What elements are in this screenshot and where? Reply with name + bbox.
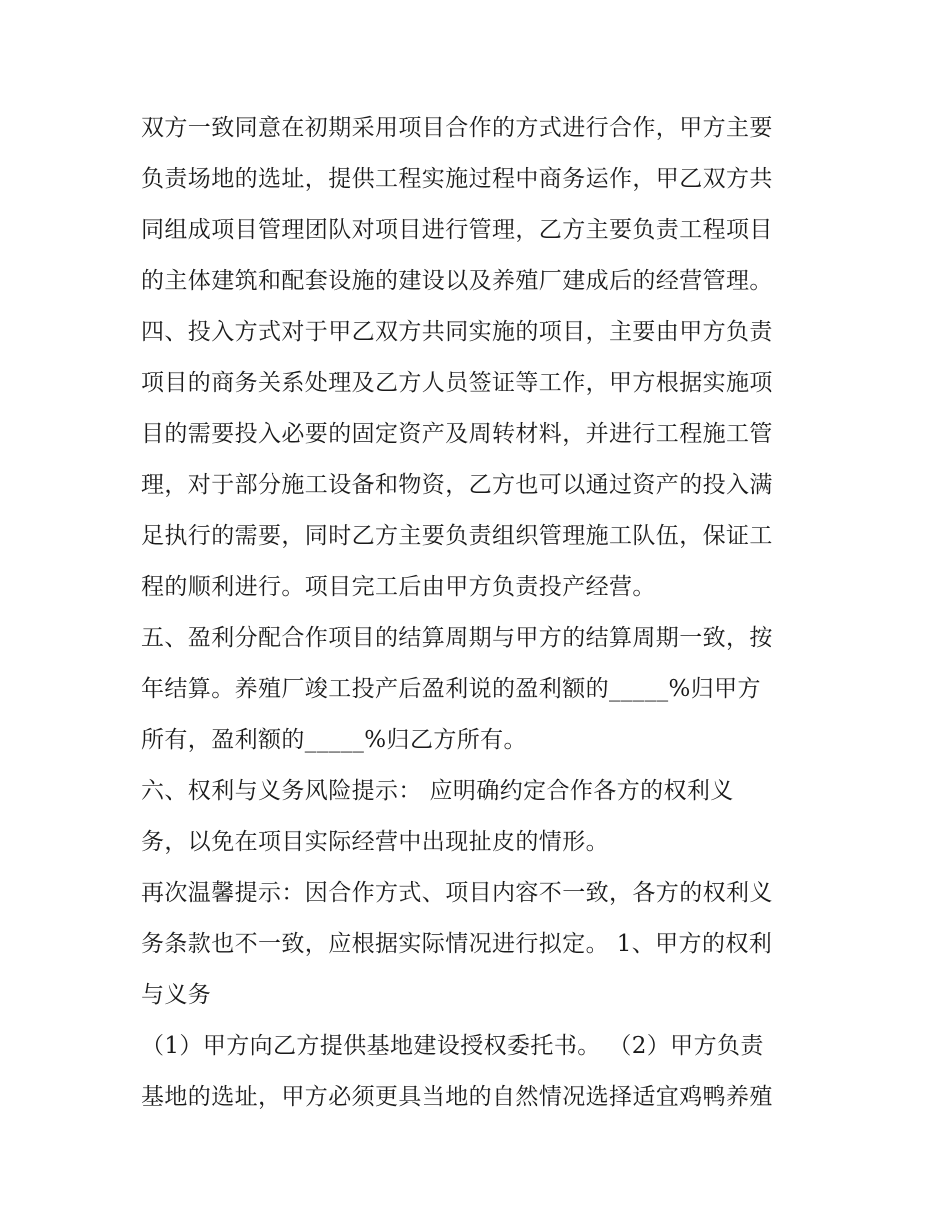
text-line: 的主体建筑和配套设施的建设以及养殖厂建成后的经营管理。 <box>141 268 773 294</box>
text-line: 项目的商务关系处理及乙方人员签证等工作，甲方根据实施项 <box>141 370 773 396</box>
text-line: 再次温馨提示：因合作方式、项目内容不一致，各方的权利义 <box>141 880 773 906</box>
section-heading-line: 四、投入方式对于甲乙双方共同实施的项目，主要由甲方负责 <box>141 319 773 345</box>
section-heading-line: 六、权利与义务风险提示： 应明确约定合作各方的权利义 <box>141 778 734 804</box>
text-line: 所有，盈利额的_____%归乙方所有。 <box>141 727 527 753</box>
text-line: 同组成项目管理团队对项目进行管理，乙方主要负责工程项目 <box>141 217 773 243</box>
text-line: 基地的选址，甲方必须更具当地的自然情况选择适宜鸡鸭养殖 <box>141 1084 773 1110</box>
text-line: 与义务 <box>141 982 212 1008</box>
text-line: 负责场地的选址，提供工程实施过程中商务运作，甲乙双方共 <box>141 166 773 192</box>
text-line: 足执行的需要，同时乙方主要负责组织管理施工队伍，保证工 <box>141 523 773 549</box>
text-line: 年结算。养殖厂竣工投产后盈利说的盈利额的_____%归甲方 <box>141 676 761 702</box>
document-body <box>141 103 821 1123</box>
text-line: 务，以免在项目实际经营中出现扯皮的情形。 <box>141 829 609 855</box>
section-heading-line: 五、盈利分配合作项目的结算周期与甲方的结算周期一致，按 <box>141 625 773 651</box>
text-line: 务条款也不一致，应根据实际情况进行拟定。 1、甲方的权利 <box>141 931 773 957</box>
text-line: 程的顺利进行。项目完工后由甲方负责投产经营。 <box>141 574 656 600</box>
text-line: 理，对于部分施工设备和物资，乙方也可以通过资产的投入满 <box>141 472 773 498</box>
text-line: 目的需要投入必要的固定资产及周转材料，并进行工程施工管 <box>141 421 773 447</box>
text-line: 双方一致同意在初期采用项目合作的方式进行合作，甲方主要 <box>141 115 773 141</box>
text-line: （1）甲方向乙方提供基地建设授权委托书。 （2）甲方负责 <box>141 1033 764 1059</box>
